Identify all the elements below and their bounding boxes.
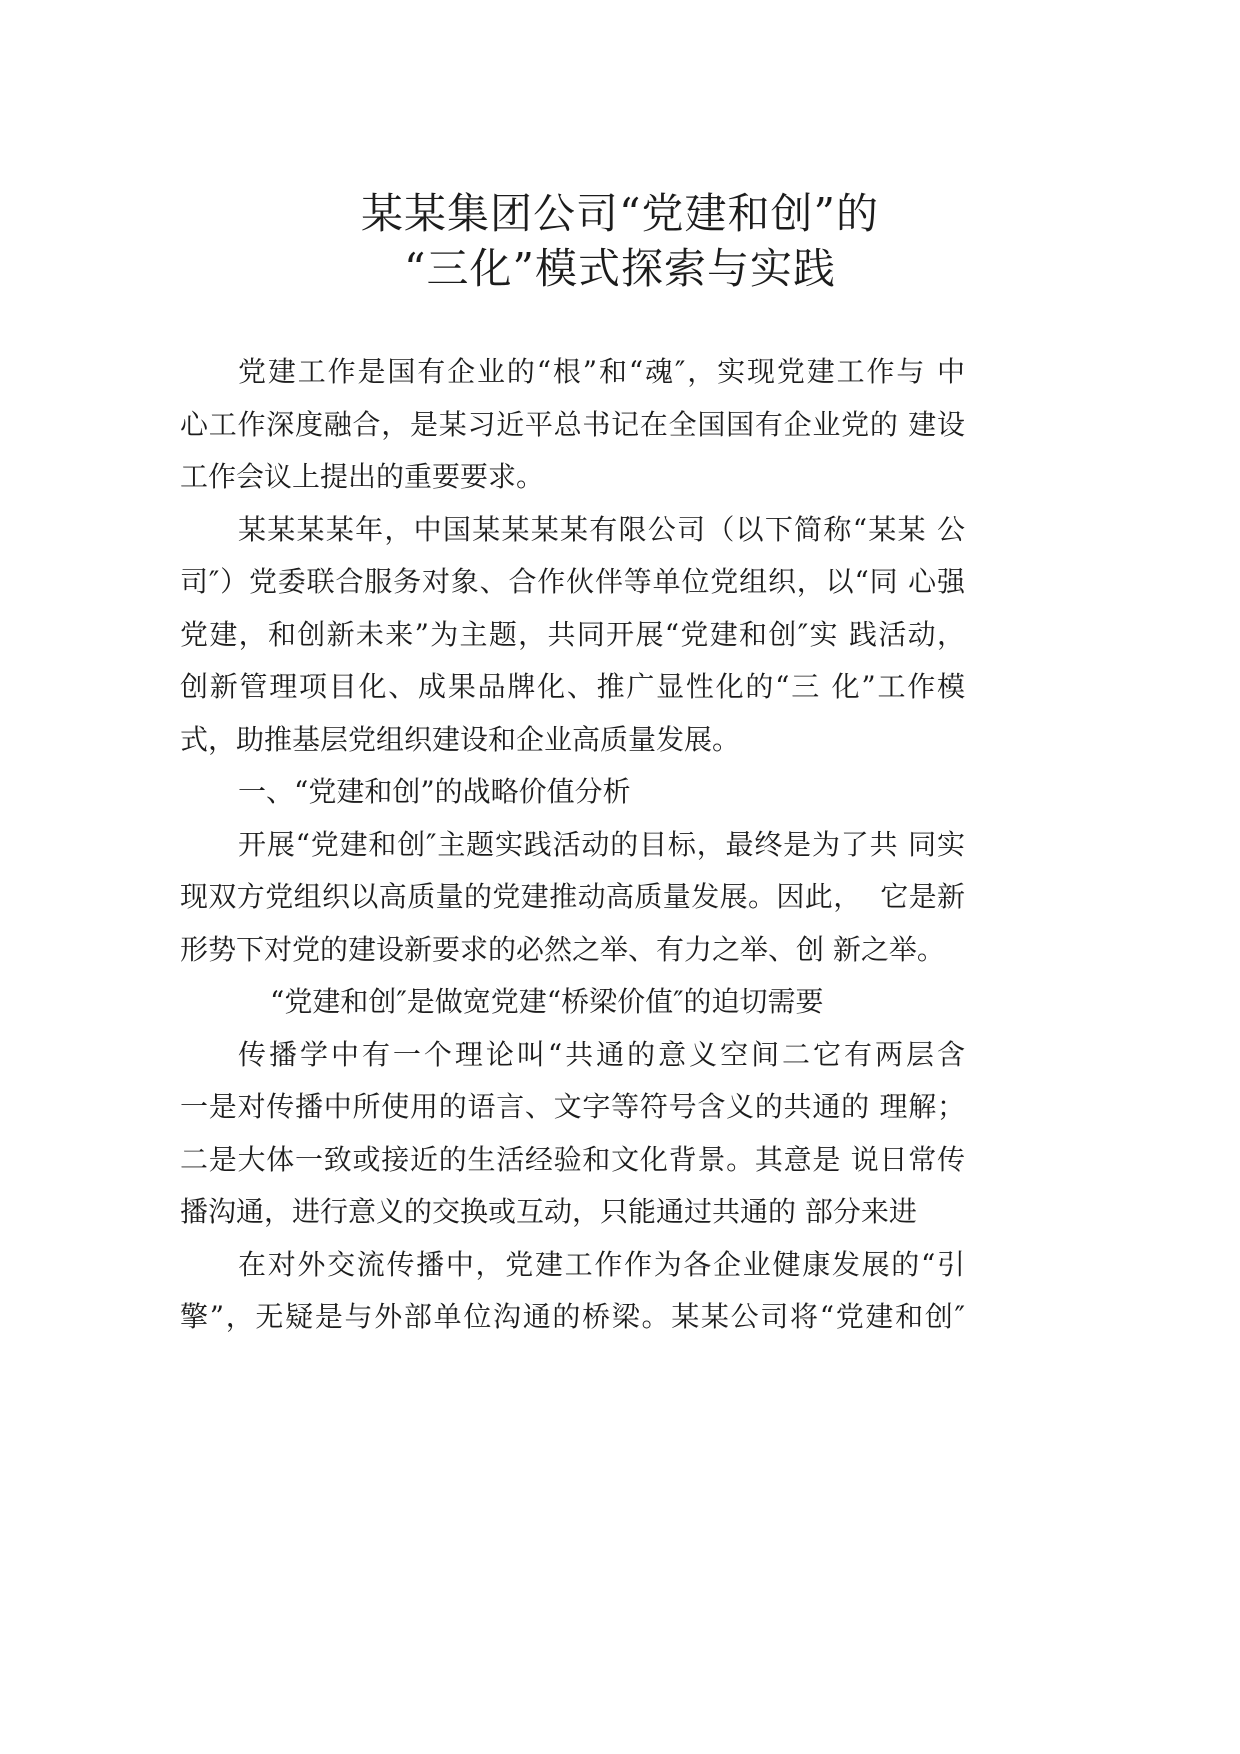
section-heading: 一、“党建和创”的战略价值分析 xyxy=(238,775,631,808)
paragraph-line: 党建，和创新未来”为主题，共同开展“党建和创″实 践活动， xyxy=(180,617,965,651)
paragraph-line: 心工作深度融合，是某习近平总书记在全国国有企业党的 建设 xyxy=(180,407,965,441)
title-line-1: 某某集团公司“党建和创”的 xyxy=(361,189,879,238)
paragraph-line: 现双方党组织以高质量的党建推动高质量发展。因此， 它是新 xyxy=(180,880,965,913)
paragraph xyxy=(180,346,965,504)
document-title xyxy=(0,186,1240,296)
subsection-heading: “党建和创″是做宽党建“桥梁价值″的迫切需要 xyxy=(270,985,824,1018)
document-body xyxy=(180,346,965,1344)
paragraph-line: 一是对传播中所使用的语言、文字等符号含义的共通的 理解； xyxy=(180,1090,965,1123)
paragraph-line: 式，助推基层党组织建设和企业高质量发展。 xyxy=(180,722,741,756)
paragraph xyxy=(180,1239,965,1344)
paragraph xyxy=(180,819,965,977)
paragraph-line: 传播学中有一个理论叫“共通的意义空间二它有两层含 xyxy=(238,1037,965,1071)
paragraph-line: 在对外交流传播中，党建工作作为各企业健康发展的“引 xyxy=(238,1247,965,1281)
paragraph-line: 创新管理项目化、成果品牌化、推广显性化的“三 化”工作模 xyxy=(180,670,965,703)
paragraph-line: 二是大体一致或接近的生活经验和文化背景。其意是 说日常传 xyxy=(180,1142,965,1176)
paragraph-line: 开展“党建和创″主题实践活动的目标，最终是为了共 同实 xyxy=(238,827,965,861)
paragraph xyxy=(180,1029,965,1239)
paragraph-line: 某某某某年，中国某某某某有限公司（以下简称“某某 公 xyxy=(238,512,965,546)
paragraph-line: 司″）党委联合服务对象、合作伙伴等单位党组织，以“同 心强 xyxy=(180,565,965,598)
title-line-2: “三化”模式探索与实践 xyxy=(404,244,836,293)
paragraph xyxy=(180,504,965,767)
paragraph-line: 擎”，无疑是与外部单位沟通的桥梁。某某公司将“党建和创″ xyxy=(180,1300,965,1333)
paragraph-line: 工作会议上提出的重要要求。 xyxy=(180,460,545,493)
paragraph-line: 形势下对党的建设新要求的必然之举、有力之举、创 新之举。 xyxy=(180,932,945,966)
paragraph-line: 党建工作是国有企业的“根”和“魂″，实现党建工作与 中 xyxy=(238,355,965,388)
paragraph-line: 播沟通，进行意义的交换或互动，只能通过共通的 部分来进 xyxy=(180,1195,917,1228)
